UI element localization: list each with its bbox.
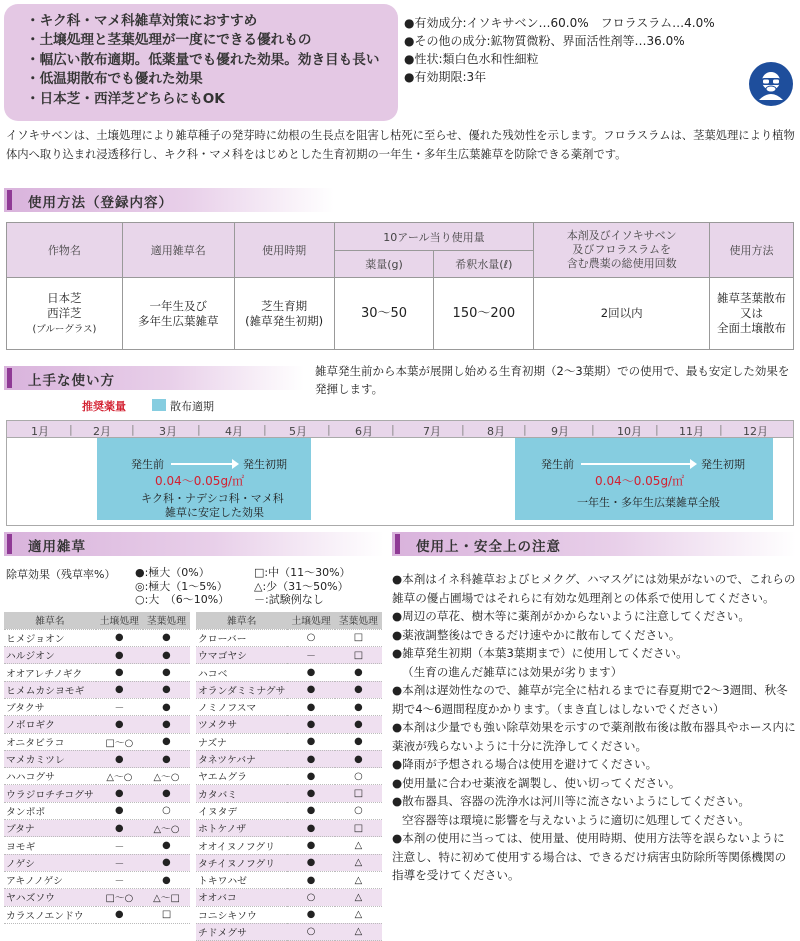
weed-row — [4, 802, 190, 819]
section-header-cautions — [392, 532, 796, 556]
month-label: 3月 — [159, 425, 177, 438]
weed-foliar: △ — [335, 923, 382, 940]
effect-legend-1: ●:極大（0%） ◎:極大（1～5%） ○:大 （6～10%） — [135, 566, 230, 606]
month-label: 8月 — [487, 425, 505, 438]
legend-swatch — [152, 399, 166, 411]
weed-name: ウラジロチチコグサ — [4, 785, 96, 802]
weed-foliar: ● — [335, 664, 382, 681]
weed-foliar: ● — [143, 681, 190, 698]
weed-foliar: ● — [143, 664, 190, 681]
weed-row — [196, 629, 382, 646]
weed-foliar: ● — [143, 871, 190, 888]
weed-name: カタバミ — [196, 785, 287, 802]
section-title: 使用上・安全上の注意 — [416, 539, 561, 555]
timeline-months: 1月 | 2月 | 3月 | 4月 | 5月 | 6月 | 7月 | 8月 | 9月 | 10月 | 11月 | 12月 — [6, 420, 794, 438]
header-crop: 作物名 — [7, 223, 123, 278]
weed-row — [4, 716, 190, 733]
weed-soil: ● — [287, 854, 334, 871]
spec-line: ●有効成分:イソキサベン…60.0% フロラスラム…4.0% — [404, 16, 715, 30]
effect-legend-2: □:中（11～30%） △:少（31～50%） －:試験例なし — [254, 566, 351, 606]
weed-row — [196, 750, 382, 767]
weed-name: ヨモギ — [4, 837, 96, 854]
weed-foliar: ○ — [143, 802, 190, 819]
cautions-list — [392, 570, 796, 885]
cell-time: 芝生育期 (雑草発生初期) — [234, 278, 334, 350]
caution-item: ●本剤の使用に当っては、使用量、使用時期、使用方法等を誤らないように注意し、特に初めて使用する場合は、できるだけ病害虫防除所等関係機関の指導を受けてください。 — [392, 831, 787, 882]
weed-soil: ● — [287, 837, 334, 854]
weed-soil: ● — [287, 802, 334, 819]
caution-item: （生育の進んだ雑草には効果が劣ります） — [402, 664, 623, 679]
weed-row — [196, 681, 382, 698]
weed-row — [4, 820, 190, 837]
weed-soil: ● — [96, 664, 143, 681]
weed-name: ブタクサ — [4, 698, 96, 715]
cell-weed: 一年生及び 多年生広葉雑草 — [122, 278, 234, 350]
weed-soil: ● — [96, 750, 143, 767]
cell-water: 150～200 — [434, 278, 534, 350]
intro-text: イソキサベンは、土壌処理により雑草種子の発芽時に幼根の生長点を阻害し枯死に至らせ、優れた残効性を示します。フロラスラムは、茎葉処理により植物体内へ取り込まれ浸透移行し、キク科・マメ科をはじめとした生育初期の一年生・多年生広葉雑草を防除できる薬剤です。 — [6, 129, 795, 161]
weed-foliar: ● — [143, 698, 190, 715]
caution-item: ●散布器具、容器の洗浄水は河川等に流さないようにしてください。 — [392, 794, 750, 808]
caution-item: ●本剤はイネ科雑草およびヒメクグ、ハマスゲには効果がないので、これらの雑草の優占圃場ではそれらに有効な処理剤との体系で使用してください。 — [392, 572, 796, 605]
weed-row — [4, 629, 190, 646]
weed-name: ノボロギク — [4, 716, 96, 733]
weed-name: ノミノフスマ — [196, 698, 287, 715]
weed-foliar: △ — [335, 837, 382, 854]
month-label: 10月 — [617, 425, 642, 438]
cell-total: 2回以内 — [534, 278, 710, 350]
weed-soil: ● — [287, 681, 334, 698]
weed-soil: － — [96, 854, 143, 871]
weed-row — [4, 664, 190, 681]
weed-table-right: 雑草名 土壌処理 茎葉処理 クローバー ○ □ ウマゴヤシ － □ ハコベ ● ● オランダミミナグサ ● ● ノミノフスマ ● ● ツメクサ ● ● ナズナ ● ● タネツケバナ ● ● ヤエムグラ ● ○ カタバミ ● □ イヌタデ ● ○ ホトケノザ ● □ オオイヌノフグリ ● △ タチイヌノフグリ ● △ トキワハゼ ● △ オオバコ ○ △ コニシキソウ ● △ チドメグサ ○ △ — [196, 612, 382, 941]
weed-soil: □～○ — [96, 889, 143, 906]
spring-application-band: 発生前 発生初期 0.04～0.05g/㎡ キク科・ナデシコ科・マメ科 雑草に安定した効果 — [97, 438, 311, 520]
header-rate: 10アール当り使用量 — [334, 223, 534, 251]
weed-row — [4, 681, 190, 698]
header-method: 使用方法 — [710, 223, 794, 278]
caution-item: ●周辺の草花、樹木等に薬剤がかからないように注意してください。 — [392, 609, 750, 623]
weed-foliar: ● — [143, 854, 190, 871]
weed-soil: ● — [287, 906, 334, 923]
section-header-usage — [4, 188, 334, 212]
weed-soil: － — [287, 647, 334, 664]
month-label: 9月 — [551, 425, 569, 438]
weed-name: コニシキソウ — [196, 906, 287, 923]
weed-foliar: ● — [335, 716, 382, 733]
weed-name: ハハコグサ — [4, 768, 96, 785]
weed-foliar: ● — [143, 733, 190, 750]
weed-name: ツメクサ — [196, 716, 287, 733]
weed-soil: ● — [287, 871, 334, 888]
cell-amount: 30～50 — [334, 278, 434, 350]
month-label: 6月 — [355, 425, 373, 438]
legend-application: 散布適期 — [170, 400, 214, 413]
weed-soil: ● — [287, 698, 334, 715]
weed-row — [196, 698, 382, 715]
autumn-application-band: 発生前 発生初期 0.04～0.05g/㎡ 一年生・多年生広葉雑草全般 — [515, 438, 773, 520]
weed-name: ヒメムカシヨモギ — [4, 681, 96, 698]
weed-row — [196, 733, 382, 750]
weed-foliar: ● — [143, 629, 190, 646]
weed-foliar: △ — [335, 854, 382, 871]
month-label: 2月 — [93, 425, 111, 438]
weed-name: ブタナ — [4, 820, 96, 837]
weed-row — [196, 716, 382, 733]
weed-foliar: □ — [335, 647, 382, 664]
caution-item: ●本剤は遅効性なので、雑草が完全に枯れるまでに春夏期で2～3週間、秋冬期で4～6週間程度かかります。（まき直しはしないでください） — [392, 683, 788, 716]
weed-foliar: □ — [335, 820, 382, 837]
weed-soil: ● — [96, 629, 143, 646]
month-label: 1月 — [31, 425, 49, 438]
weed-soil: ● — [96, 820, 143, 837]
weed-row — [4, 768, 190, 785]
weed-name: タンポポ — [4, 802, 96, 819]
weed-row — [4, 854, 190, 871]
spec-line: ●性状:類白色水和性細粒 — [404, 52, 539, 66]
caution-item: ●使用量に合わせ薬液を調製し、使い切ってください。 — [392, 775, 681, 790]
weed-row — [196, 837, 382, 854]
weed-soil: ● — [287, 768, 334, 785]
weed-soil: ● — [96, 906, 143, 923]
usage-note: 雑草発生前から本葉が展開し始める生育初期（2～3葉期）での使用で、最も安定した効果を発揮します。 — [315, 364, 790, 396]
weed-name: オランダミミナグサ — [196, 681, 287, 698]
weed-row — [4, 871, 190, 888]
weed-name: ナズナ — [196, 733, 287, 750]
weed-soil: ● — [287, 664, 334, 681]
weed-row — [196, 768, 382, 785]
weed-name: ノゲシ — [4, 854, 96, 871]
weed-row — [4, 837, 190, 854]
weed-row — [196, 664, 382, 681]
weed-name: マメカミツレ — [4, 750, 96, 767]
weed-soil: － — [96, 698, 143, 715]
weed-soil: ○ — [287, 923, 334, 940]
weed-name: イヌタデ — [196, 802, 287, 819]
weed-foliar: △～○ — [143, 820, 190, 837]
weed-soil: ● — [96, 681, 143, 698]
weed-name: ヤハズソウ — [4, 889, 96, 906]
weed-soil: □～○ — [96, 733, 143, 750]
weed-name: タネツケバナ — [196, 750, 287, 767]
weed-foliar: □ — [143, 906, 190, 923]
header-water: 希釈水量(ℓ) — [434, 251, 534, 278]
weed-row — [4, 785, 190, 802]
weed-soil: ○ — [287, 889, 334, 906]
effect-label: 除草効果（残草率%） — [6, 568, 116, 581]
weed-name: アキノノゲシ — [4, 871, 96, 888]
spring-dose: 0.04～0.05g/㎡ — [155, 474, 245, 488]
feature-line: ・幅広い散布適期。低薬量でも優れた効果。効き目も長い — [26, 51, 380, 68]
weed-foliar: □ — [335, 785, 382, 802]
weed-name: クローバー — [196, 629, 287, 646]
weed-name: ヤエムグラ — [196, 768, 287, 785]
weed-foliar: △ — [335, 871, 382, 888]
caution-item: ●本剤は少量でも強い除草効果を示すので薬剤散布後は散布器具やホース内に薬液が残らないように十分に洗浄してください。 — [392, 720, 796, 753]
weed-soil: ● — [287, 733, 334, 750]
month-label: 7月 — [423, 425, 441, 438]
weed-name: オオバコ — [196, 889, 287, 906]
weed-foliar: ● — [143, 750, 190, 767]
weed-row — [196, 802, 382, 819]
section-header-weeds — [4, 532, 384, 556]
weed-row — [196, 820, 382, 837]
weed-name: ハルジオン — [4, 647, 96, 664]
weed-foliar: □ — [335, 629, 382, 646]
weed-row — [4, 733, 190, 750]
weed-soil: ● — [96, 647, 143, 664]
weed-row — [4, 647, 190, 664]
weed-foliar: △～○ — [143, 768, 190, 785]
header-total-use: 本剤及びイソキサベン 及びフロラスラムを 含む農薬の総使用回数 — [534, 223, 710, 278]
weed-foliar: △ — [335, 906, 382, 923]
weed-row — [196, 906, 382, 923]
weed-soil: ● — [96, 785, 143, 802]
weed-row — [196, 871, 382, 888]
weed-name: ホトケノザ — [196, 820, 287, 837]
weed-name: トキワハゼ — [196, 871, 287, 888]
month-label: 5月 — [289, 425, 307, 438]
caution-item: 空容器等は環境に影響を与えないように適切に処理してください。 — [402, 812, 750, 827]
weed-soil: ○ — [287, 629, 334, 646]
weed-foliar: ● — [335, 698, 382, 715]
section-title: 上手な使い方 — [28, 373, 115, 389]
weed-row — [4, 889, 190, 906]
feature-line: ・日本芝・西洋芝どちらにもOK — [26, 90, 225, 107]
spec-line: ●有効期限:3年 — [404, 70, 487, 84]
weed-foliar: ○ — [335, 802, 382, 819]
weed-name: チドメグサ — [196, 923, 287, 940]
weed-name: ヒメジョオン — [4, 629, 96, 646]
weed-row — [4, 750, 190, 767]
header-amount: 薬量(g) — [334, 251, 434, 278]
weed-soil: ● — [287, 716, 334, 733]
weed-name: カラスノエンドウ — [4, 906, 96, 923]
weed-soil: ● — [96, 716, 143, 733]
weed-soil: ● — [287, 820, 334, 837]
weed-table-left: 雑草名 土壌処理 茎葉処理 ヒメジョオン ● ● ハルジオン ● ● オオアレチノギク ● ● ヒメムカシヨモギ ● ● ブタクサ － ● ノボロギク ● ● オニタビラコ □～○ ● マメカミツレ ● ● ハハコグサ △～○ △～○ ウラジロチチコグサ ● ● タンポポ ● ○ ブタナ ● △～○ ヨモギ － ● ノゲシ － ● アキノノゲシ － ● ヤハズソウ □～○ △～□ カラスノエンドウ ● □ — [4, 612, 190, 924]
weed-soil: － — [96, 871, 143, 888]
weed-soil: △～○ — [96, 768, 143, 785]
month-label: 12月 — [743, 425, 768, 438]
caution-item: ●雑草発生初期（本葉3葉期まで）に使用してください。 — [392, 646, 688, 660]
weed-name: オニタビラコ — [4, 733, 96, 750]
weed-foliar: ● — [143, 837, 190, 854]
weed-name: タチイヌノフグリ — [196, 854, 287, 871]
section-title: 適用雑草 — [28, 539, 86, 555]
feature-line: ・低温期散布でも優れた効果 — [26, 71, 203, 88]
caution-item: ●薬液調整後はできるだけ速やかに散布してください。 — [392, 627, 681, 642]
header-weed: 適用雑草名 — [122, 223, 234, 278]
weed-row — [196, 889, 382, 906]
timeline-body — [6, 438, 794, 526]
weed-foliar: ● — [143, 647, 190, 664]
header-time: 使用時期 — [234, 223, 334, 278]
weed-foliar: ○ — [335, 768, 382, 785]
weed-soil: ● — [287, 785, 334, 802]
weed-row — [196, 923, 382, 940]
features-box — [4, 4, 398, 121]
weed-foliar: ● — [143, 716, 190, 733]
caution-item: ●降雨が予想される場合は使用を避けてください。 — [392, 757, 658, 771]
feature-line: ・キク科・マメ科雑草対策におすすめ — [26, 13, 258, 29]
weed-name: ハコベ — [196, 664, 287, 681]
weed-row — [196, 647, 382, 664]
section-title: 使用方法（登録内容） — [28, 195, 173, 211]
product-specs — [404, 14, 744, 86]
weed-soil: － — [96, 837, 143, 854]
month-label: 11月 — [679, 425, 704, 438]
weed-foliar: ● — [335, 681, 382, 698]
weed-foliar: ● — [335, 733, 382, 750]
section-header-tips — [4, 366, 304, 390]
cell-method: 雑草茎葉散布 又は 全面土壌散布 — [710, 278, 794, 350]
legend-recommended: 推奨薬量 — [82, 400, 126, 413]
feature-line: ・土壌処理と茎葉処理が一度にできる優れもの — [26, 32, 312, 49]
weed-soil: ● — [287, 750, 334, 767]
registration-table — [6, 222, 794, 350]
weed-name: ウマゴヤシ — [196, 647, 287, 664]
weed-foliar: ● — [335, 750, 382, 767]
weed-row — [196, 785, 382, 802]
weed-name: オオアレチノギク — [4, 664, 96, 681]
weed-name: オオイヌノフグリ — [196, 837, 287, 854]
weed-foliar: △ — [335, 889, 382, 906]
autumn-dose: 0.04～0.05g/㎡ — [595, 474, 685, 488]
weed-row — [4, 906, 190, 923]
weed-row — [4, 698, 190, 715]
weed-foliar: ● — [143, 785, 190, 802]
spec-line: ●その他の成分:鉱物質微粉、界面活性剤等…36.0% — [404, 34, 685, 48]
weed-row — [196, 854, 382, 871]
weed-soil: ● — [96, 802, 143, 819]
safety-mask-icon — [749, 62, 793, 106]
cell-crop: 日本芝 西洋芝 (ブルーグラス) — [7, 278, 123, 350]
weed-foliar: △～□ — [143, 889, 190, 906]
month-label: 4月 — [225, 425, 243, 438]
